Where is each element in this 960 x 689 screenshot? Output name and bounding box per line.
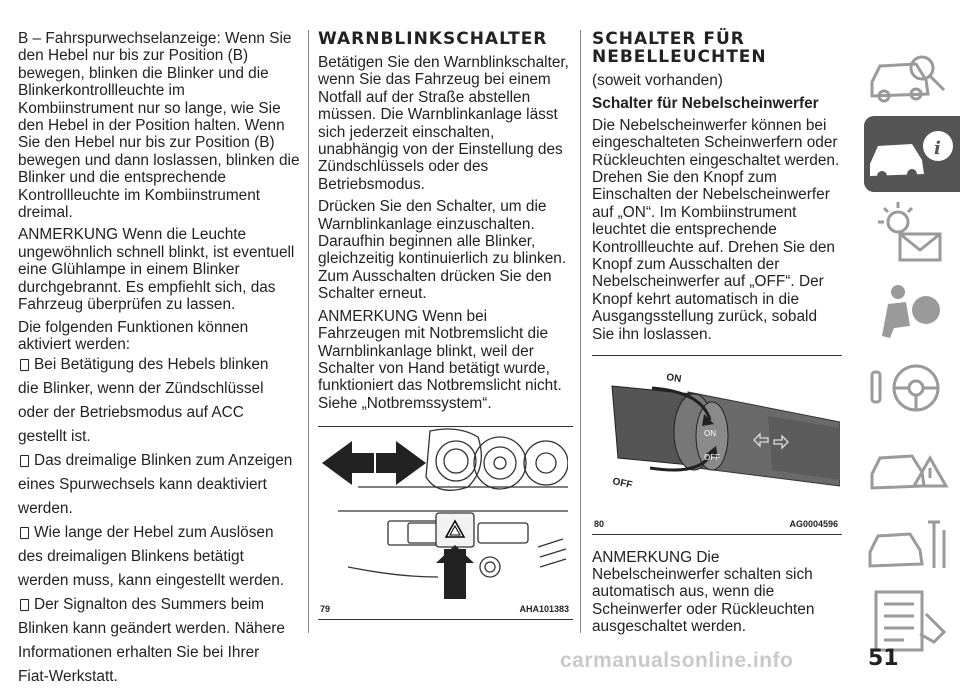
checkbox-bullet-icon: [20, 599, 29, 611]
note-bulb-text: ANMERKUNG Wenn die Leuchte ungewöhnlich schnell blinkt, ist eventuell eine Glühlampe in einem Blinker durchgebrannt. Es empfiehlt sich, das Fahrzeug überprüfen zu lassen.: [18, 226, 295, 314]
figure-80: [592, 355, 842, 534]
tab-airbag[interactable]: [864, 272, 960, 348]
roadside-warning-icon: [864, 428, 960, 504]
ring-label-off: OFF: [704, 453, 720, 463]
subsection-heading-fog-headlamps: Schalter für Nebelscheinwerfer: [592, 95, 819, 113]
checkbox-bullet-icon: [20, 359, 29, 371]
label-on: ON: [665, 372, 682, 386]
figure-number: 79: [320, 604, 331, 615]
function-list: [18, 353, 300, 689]
car-search-icon: [864, 38, 960, 114]
figure-79: [318, 426, 573, 619]
steering-icon: [864, 350, 960, 426]
checkbox-bullet-icon: [20, 455, 29, 467]
tab-car-search[interactable]: [864, 38, 960, 114]
list-item-continuation: die Blinker, wenn der Zündschlüssel: [18, 380, 264, 398]
tab-roadside[interactable]: [864, 428, 960, 504]
hazard-operation-text: Drücken Sie den Schalter, um die Warnblinkanlage einzuschalten. Daraufhin beginnen alle Blinker, gleichzeitig kontinuierlich zu blinken. Zum Ausschalten drücken Sie den Schalter erneut.: [318, 198, 567, 303]
turn-signal-lane-change-text: B – Fahrspurwechselanzeige: Wenn Sie den Hebel nur bis zur Position (B) bewegen, blinken die Blinker und die Blinkerkontrollleuchte im Kombiinstrument nur so lange, wie Sie den Hebel in der Position halten. Wenn Sie den Hebel nur bis zur Position (B) bewegen und dann loslassen, blinken die Blinker und die entsprechende Kontrollleuchte im Kombiinstrument dreimal.: [18, 30, 300, 222]
list-item-continuation: werden.: [18, 500, 73, 518]
fog-note-text: ANMERKUNG Die Nebelscheinwerfer schalten sich automatisch aus, wenn die Scheinwerfer oder Rückleuchten ausgeschaltet werden.: [592, 548, 815, 636]
figure-number: 80: [594, 519, 605, 530]
column-divider: [580, 30, 581, 633]
label-off: OFF: [611, 476, 634, 492]
tab-car-info[interactable]: [864, 116, 960, 192]
hazard-switch-illustration: [318, 427, 568, 599]
fog-headlamps-text: Die Nebelscheinwerfer können bei eingeschalteten Scheinwerfern oder Rückleuchten eingeschaltet werden. Drehen Sie den Knopf zum Einschalten der Nebelscheinwerfer auf „ON“. Im Kombiinstrument leuchtet die entsprechende Kontrollleuchte auf. Drehen Sie den Knopf zum Ausschalten der Nebelscheinwerfer auf „OFF“. Der Knopf kehrt automatisch in die Ausgangsstellung zurück, sobald Sie ihn loslassen.: [592, 116, 840, 343]
svg-text:i: i: [934, 138, 941, 159]
tab-steering[interactable]: [864, 350, 960, 426]
list-item: Der Signalton des Summers beim: [18, 593, 300, 617]
list-item-continuation: Fiat-Werkstatt.: [18, 668, 118, 686]
figure-caption: [592, 514, 842, 533]
figure-code: AHA101383: [519, 604, 569, 615]
warning-lights-icon: [864, 194, 960, 270]
list-item: Bei Betätigung des Hebels blinken: [18, 353, 300, 377]
list-item-continuation: Blinken kann geändert werden. Nähere: [18, 620, 285, 638]
tab-warning-lights[interactable]: [864, 194, 960, 270]
section-heading-hazard: WARNBLINKSCHALTER: [318, 29, 548, 49]
tab-maintenance[interactable]: [864, 506, 960, 582]
watermark-text: carmanualsonline.info: [560, 649, 794, 672]
fog-switch-lever-illustration: [592, 356, 840, 514]
airbag-icon: [864, 272, 960, 348]
page-number: 51: [868, 646, 899, 671]
column-divider: [308, 30, 309, 633]
list-item-continuation: eines Spurwechsels kann deaktiviert: [18, 476, 267, 494]
section-heading-fog: SCHALTER FÜR NEBELLEUCHTEN: [592, 29, 767, 67]
ring-label-on: ON: [704, 429, 716, 439]
list-item: Das dreimalige Blinken zum Anzeigen: [18, 449, 300, 473]
list-item: Wie lange der Hebel zum Auslösen: [18, 521, 300, 545]
hazard-usage-text: Betätigen Sie den Warnblinkschalter, wenn Sie das Fahrzeug bei einem Notfall auf der Straße abstellen müssen. Die Warnblinkanlage lässt sich jederzeit einschalten, unabhängig von der Einstellung des Zündschlüssels oder des Betriebsmodus.: [318, 54, 569, 193]
column-2: [318, 30, 573, 620]
functions-intro-text: Die folgenden Funktionen können aktiviert werden:: [18, 318, 249, 353]
car-info-icon: [864, 116, 960, 192]
column-1: [18, 30, 300, 689]
figure-caption: [318, 599, 573, 618]
list-item-continuation: oder der Betriebsmodus auf ACC: [18, 404, 244, 422]
maintenance-icon: [864, 506, 960, 582]
hazard-note-text: ANMERKUNG Wenn bei Fahrzeugen mit Notbremslicht die Warnblinkanlage blinkt, weil der Schalter von Hand betätigt wurde, funktioniert das Notbremslicht nicht. Siehe „Notbremssystem“.: [318, 307, 562, 412]
list-item-continuation: des dreimaligen Blinkens betätigt: [18, 548, 244, 566]
checkbox-bullet-icon: [20, 527, 29, 539]
figure-code: AG0004596: [789, 519, 838, 530]
column-3: [592, 30, 842, 641]
list-item-continuation: Informationen erhalten Sie bei Ihrer: [18, 644, 260, 662]
section-subtitle: (soweit vorhanden): [592, 72, 723, 89]
chapter-sidebar: [852, 0, 960, 678]
list-item-continuation: werden muss, kann eingestellt werden.: [18, 572, 285, 590]
list-item-continuation: gestellt ist.: [18, 428, 91, 446]
